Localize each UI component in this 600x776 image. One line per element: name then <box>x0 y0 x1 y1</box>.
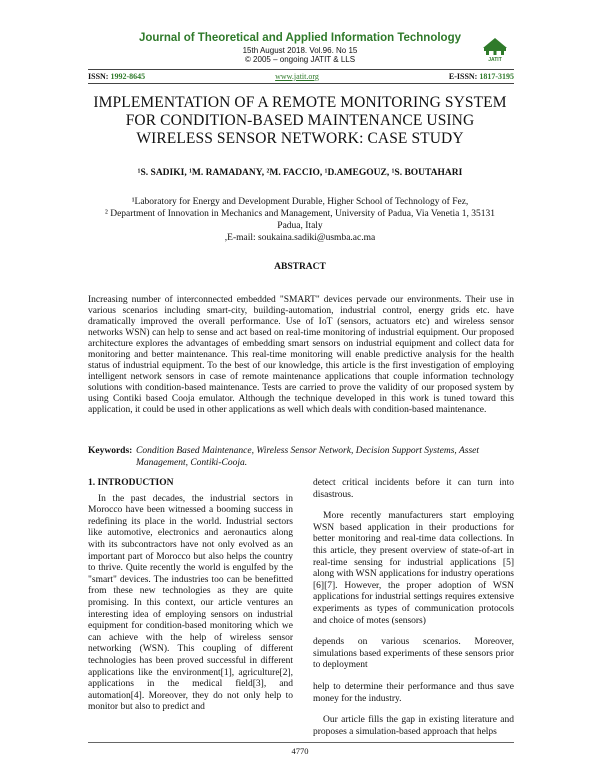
paragraph: help to determine their performance and thus save money for the industry. <box>313 681 514 704</box>
keywords-text: Condition Based Maintenance, Wireless Sensor Network, Decision Support Systems, Asset Management, Contiki-Cooja. <box>136 446 480 468</box>
column-right <box>313 478 514 738</box>
authors: ¹S. SADIKI, ¹M. RAMADANY, ²M. FACCIO, ¹D.AMEGOUZ, ¹S. BOUTAHARI <box>137 168 463 178</box>
svg-text:JATIT: JATIT <box>488 57 502 62</box>
title-line: WIRELESS SENSOR NETWORK: CASE STUDY <box>136 130 464 147</box>
paragraph: depends on various scenarios. Moreover, simulations based experiments of these sensors prior to deployment <box>313 637 514 671</box>
affiliation-line: ² Department of Innovation in Mechanics and Management, University of Padua, Via Venetia 1, 35131 <box>104 209 495 219</box>
eissn: E-ISSN: 1817-3195 <box>448 72 514 81</box>
abstract-text: Increasing number of interconnected embedded "SMART" devices pervade our environments. Their use in various scenarios including smart-city, building-automation, industrial control, energy grids etc. have dramatically improved the overall performance. Use of IoT (sensors, actuators etc) and wireless sensor networks WSN) can help to sense and act based on real-time monitoring of industrial equipment. Our proposed architecture explores the advantages of embedding smart sensors on industrial equipment and collect data for monitoring and better maintenance. This real-time monitoring will enable predictive analysis for the health status of industrial equipment. To the best of our knowledge, this article is the first investigation of employing intelligent network sensors in case of remote maintenance applications that couple information technology solutions with condition-based maintenance. Tests are carried to prove the validity of our proposed system by using Contiki based Cooja emulator. Although the technique developed in this work is tuned toward this application, it could be used in other applications as well which deals with condition-based maintenance. <box>88 295 514 415</box>
paragraph: More recently manufacturers start employing WSN based application in their productions for better monitoring and real-time data collections. In this article, they present overview of state-of-art in real-time sensing for industrial applications [5] along with WSN applications for industry operations [6][7]. However, the proper adoption of WSN applications for industrial settings requires extensive experiments as types of communication protocols and choice of motes (sensors) <box>313 511 514 626</box>
copyright: © 2005 – ongoing JATIT & LLS <box>244 55 356 64</box>
section-heading: 1. INTRODUCTION <box>88 478 174 488</box>
paragraph: In the past decades, the industrial sectors in Morocco have been witnessed a booming success in redefining its place in the world. Industrial sectors like automotive, electronics and aeronautics along with its subcontractors have not only evolved as an important part of Morocco but also helps the country to thrive. Quite recently the world is engulfed by the "smart" devices. The industries too can be benefitted from these new technologies as they are quite promising. In this context, our article ventures an interesting idea of employing sensors on industrial equipment for condition-based monitoring which we can achieve with the help of wireless sensor networking (WSN). This coupling of different technologies has been proved successful in different applications like the environment[1], agriculture[2], applications in the medical field[3], and automation[4]. Moreover, they do not only help to monitor but also to predict and <box>88 493 293 713</box>
affiliations <box>80 196 520 244</box>
journal-logo-icon <box>480 36 510 62</box>
paragraph: Our article fills the gap in existing literature and proposes a simulation-based approach that helps <box>313 715 514 737</box>
affiliation-line: ,E-mail: soukaina.sadiki@usmba.ac.ma <box>224 233 376 243</box>
paper-title <box>80 94 520 148</box>
keywords <box>88 446 514 469</box>
affiliation-line: ¹Laboratory for Energy and Development Durable, Higher School of Technology of Fez, <box>131 197 469 207</box>
website-link[interactable]: www.jatit.org <box>275 72 319 81</box>
issn-row <box>88 72 514 81</box>
issue-info: 15th August 2018. Vol.96. No 15 <box>242 46 358 55</box>
title-line: FOR CONDITION-BASED MAINTENANCE USING <box>125 112 475 129</box>
column-left <box>88 478 293 714</box>
journal-title: Journal of Theoretical and Applied Information Technology <box>138 32 462 44</box>
header-rule-top <box>88 69 514 70</box>
abstract-heading: ABSTRACT <box>274 262 326 272</box>
page-number: 4770 <box>291 746 309 756</box>
affiliation-line: Padua, Italy <box>277 221 323 231</box>
title-line: IMPLEMENTATION OF A REMOTE MONITORING SYSTEM <box>93 94 507 111</box>
header-rule-bottom <box>88 83 514 84</box>
paragraph: detect critical incidents before it can turn into disastrous. <box>313 478 514 500</box>
keywords-label: Keywords: <box>88 446 133 456</box>
issn: ISSN: 1992-8645 <box>88 72 146 81</box>
footer-rule <box>88 742 514 743</box>
